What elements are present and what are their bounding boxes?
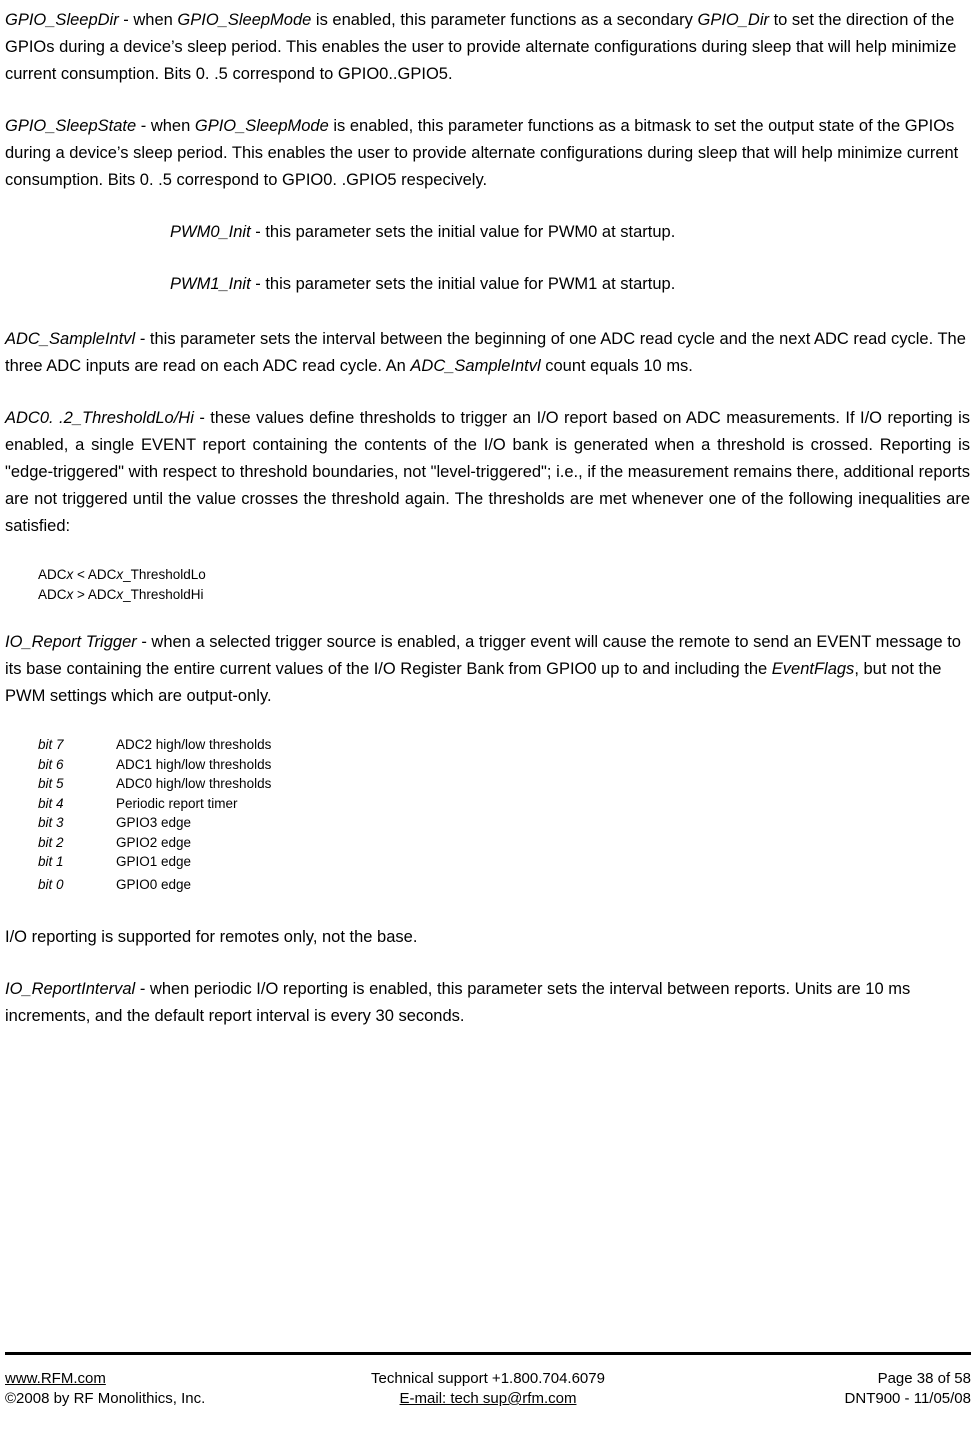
- trigger-bit-list: [38, 735, 970, 894]
- inequality-hi: [38, 585, 970, 605]
- bit-description: GPIO0 edge: [116, 876, 192, 892]
- text-run: - these values define thresholds to trigger an I/O report based on ADC measurements. If I/O reporting is enabled, a single EVENT report containing the contents of the I/O bank is generated when a threshold is crossed. Reporting is "edge-triggered" with respect to threshold boundaries, not "level-triggered"; i.e., if the measurement remains there, additional reports are not triggered until the value crosses the threshold again. The thresholds are met whenever one of the following inequalities are satisfied:: [5, 409, 970, 535]
- text-run: count equals 10 ms.: [540, 357, 693, 375]
- bit-description: ADC2 high/low thresholds: [116, 737, 272, 752]
- bit-row: [38, 774, 970, 794]
- paragraph-io-reporting-note: [5, 924, 970, 951]
- footer-right: [605, 1369, 971, 1409]
- text-run: is enabled, this parameter functions as a secondary: [311, 11, 698, 29]
- var-x: x: [116, 587, 124, 602]
- support-phone-text: Technical support +1.800.704.6079: [371, 1370, 605, 1387]
- text-run: I/O reporting is supported for remotes only, not the base.: [5, 928, 418, 946]
- bit-label: bit 5: [38, 776, 64, 791]
- bit-label: bit 1: [38, 854, 64, 869]
- footer-left: [5, 1369, 371, 1409]
- term-io-reportinterval: IO_ReportInterval: [5, 980, 136, 998]
- page-footer: [5, 1352, 971, 1409]
- text-run: - this parameter sets the initial value for PWM0 at startup.: [250, 223, 676, 241]
- text-run: - when: [136, 117, 195, 135]
- bit-row: [38, 875, 970, 895]
- text-run: _ThresholdLo: [123, 567, 206, 582]
- bit-row: [38, 794, 970, 814]
- bit-description: ADC0 high/low thresholds: [116, 776, 272, 791]
- paragraph-pwm0-init: [170, 219, 970, 246]
- paragraph-gpio-sleepdir: [5, 7, 970, 88]
- text-run: to set the direction of the GPIOs during a device’s sleep period. This enables the user to provide alternate configurations during sleep that will help minimize current consumption. Bits 0. .5 correspond to GPIO0..GPIO5.: [5, 11, 957, 83]
- text-run: - when periodic I/O reporting is enabled, this parameter sets the interval between reports. Units are 10 ms increments, and the default report interval is every 30 seconds.: [5, 980, 911, 1025]
- term-eventflags: EventFlags: [771, 660, 855, 678]
- term-gpio-sleepstate: GPIO_SleepState: [5, 117, 137, 135]
- threshold-inequalities: [38, 565, 970, 605]
- term-gpio-sleepmode: GPIO_SleepMode: [194, 117, 329, 135]
- text-run: ADC: [38, 587, 67, 602]
- term-gpio-dir: GPIO_Dir: [697, 11, 769, 29]
- bit-label: bit 0: [38, 876, 64, 892]
- bit-description: GPIO1 edge: [116, 854, 192, 869]
- bit-description: ADC1 high/low thresholds: [116, 756, 272, 772]
- text-run: - this parameter sets the initial value for PWM1 at startup.: [250, 275, 676, 293]
- document-id-text: DNT900 - 11/05/08: [844, 1390, 971, 1407]
- bit-description: GPIO3 edge: [116, 815, 192, 830]
- text-run: - when a selected trigger source is enabled, a trigger event will cause the remote to send an EVENT message to its base containing the entire current values of the I/O Register Bank from GPIO0 up to and including the: [5, 633, 961, 678]
- term-gpio-sleepdir: GPIO_SleepDir: [5, 11, 119, 29]
- bit-row: [38, 852, 970, 872]
- text-run: _ThresholdHi: [123, 587, 204, 602]
- bit-row: [38, 833, 970, 853]
- text-run: < ADC: [73, 567, 117, 582]
- text-run: ADC: [38, 567, 67, 582]
- term-pwm0-init: PWM0_Init: [170, 223, 251, 241]
- page-number-text: Page 38 of 58: [877, 1370, 971, 1387]
- paragraph-adc-thresholds: [5, 405, 970, 540]
- paragraph-gpio-sleepstate: [5, 113, 970, 194]
- paragraph-adc-sampleintvl: [5, 326, 970, 380]
- inequality-lo: [38, 565, 970, 585]
- bit-label: bit 2: [38, 834, 64, 850]
- text-run: - when: [118, 11, 178, 29]
- bit-label: bit 3: [38, 815, 64, 830]
- term-gpio-sleepmode: GPIO_SleepMode: [177, 11, 312, 29]
- term-adc-sampleintvl: ADC_SampleIntvl: [5, 330, 136, 348]
- bit-label: bit 7: [38, 737, 64, 752]
- bit-label: bit 6: [38, 756, 64, 772]
- rfm-website-link[interactable]: www.RFM.com: [5, 1370, 106, 1387]
- term-pwm1-init: PWM1_Init: [170, 275, 251, 293]
- footer-columns: [5, 1369, 971, 1409]
- paragraph-io-report-trigger: [5, 629, 970, 710]
- term-io-report-trigger: IO_Report Trigger: [5, 633, 137, 651]
- text-run: , but not the PWM settings which are output-only.: [5, 660, 942, 705]
- support-email-link[interactable]: E-mail: tech sup@rfm.com: [399, 1390, 577, 1407]
- bit-row: [38, 813, 970, 833]
- var-x: x: [66, 567, 74, 582]
- copyright-text: ©2008 by RF Monolithics, Inc.: [5, 1390, 206, 1407]
- text-run: > ADC: [73, 587, 117, 602]
- paragraph-pwm1-init: [170, 271, 970, 298]
- footer-divider: [5, 1352, 971, 1355]
- bit-row: [38, 755, 970, 775]
- text-run: is enabled, this parameter functions as a bitmask to set the output state of the GPIOs during a device’s sleep period. This enables the user to provide alternate configurations during sleep that will help minimize current consumption. Bits 0. .5 correspond to GPIO0. .GPIO5 respecively.: [5, 117, 959, 189]
- bit-row: [38, 735, 970, 755]
- bit-description: GPIO2 edge: [116, 834, 192, 850]
- var-x: x: [116, 567, 124, 582]
- bit-label: bit 4: [38, 795, 64, 811]
- text-run: - this parameter sets the interval between the beginning of one ADC read cycle and the next ADC read cycle. The three ADC inputs are read on each ADC read cycle. An: [5, 330, 966, 375]
- term-adc-sampleintvl: ADC_SampleIntvl: [410, 357, 541, 375]
- bit-description: Periodic report timer: [116, 795, 238, 811]
- var-x: x: [66, 587, 74, 602]
- term-adc-threshold: ADC0. .2_ThresholdLo/Hi: [5, 409, 194, 427]
- footer-center: [371, 1369, 605, 1409]
- paragraph-io-reportinterval: [5, 976, 970, 1030]
